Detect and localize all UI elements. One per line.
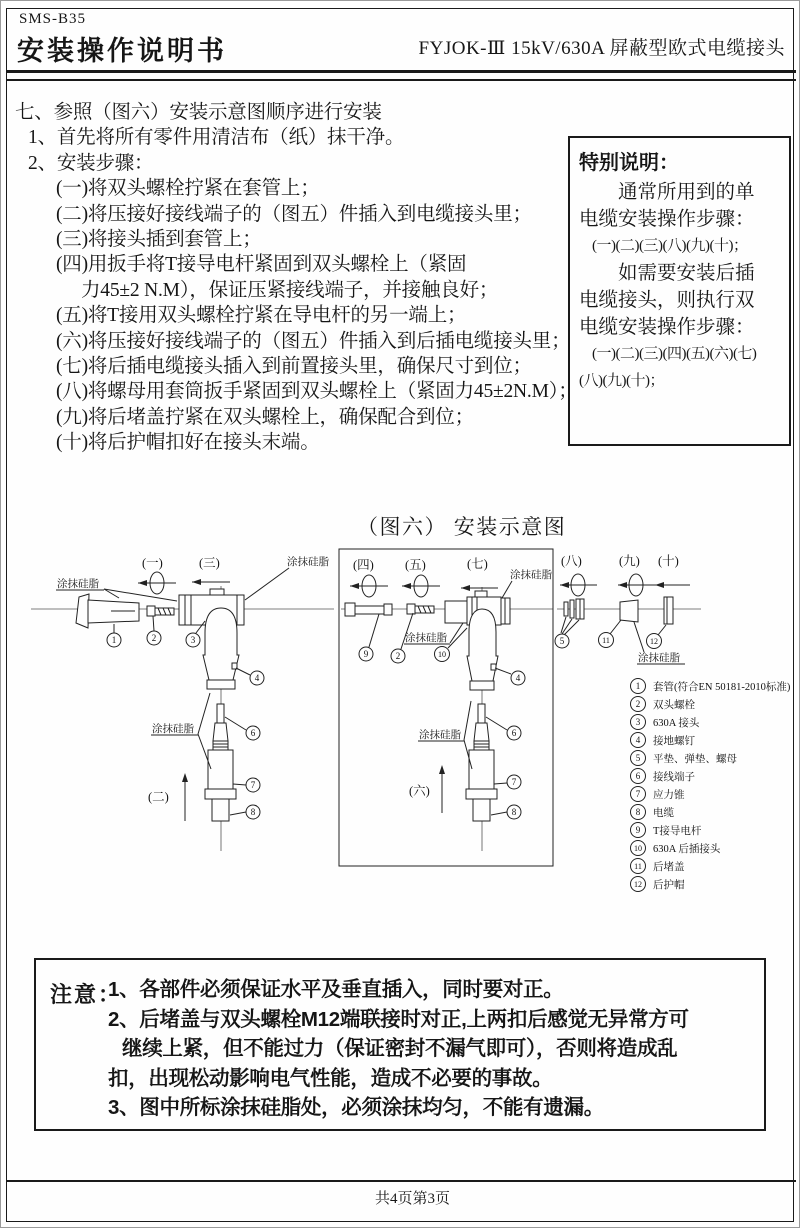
parts-legend	[631, 679, 791, 892]
svg-text:7: 7	[511, 777, 517, 787]
svg-text:(八): (八)	[561, 554, 582, 568]
svg-text:1: 1	[111, 635, 117, 645]
t-conductor-rod-part	[345, 603, 392, 616]
silicone-label	[418, 701, 472, 769]
svg-text:10: 10	[438, 650, 446, 659]
installation-diagram	[1, 541, 800, 961]
caution-box	[34, 958, 766, 1131]
legend-label: 接地螺钉	[653, 736, 695, 747]
callout-cable	[230, 805, 260, 819]
callout-ground-screw	[495, 668, 525, 685]
callout-rear-cap	[647, 625, 667, 649]
svg-text:(四): (四)	[353, 558, 374, 572]
washer-nut-part	[564, 599, 584, 619]
step-mark-10	[655, 553, 690, 588]
svg-text:涂抹硅脂: 涂抹硅脂	[57, 579, 99, 590]
callout-t-rod	[359, 614, 379, 661]
svg-text:(十): (十)	[658, 554, 679, 568]
svg-text:5: 5	[635, 753, 641, 763]
installation-instructions	[15, 100, 578, 456]
step-mark-1	[138, 556, 176, 594]
special-note-sequence: (八)(九)(十)；	[579, 373, 664, 389]
special-note-box	[568, 136, 791, 446]
svg-text:11: 11	[634, 862, 642, 871]
caution-line: 扣，出现松动影响电气性能，造成不必要的事故。	[108, 1066, 553, 1090]
svg-text:涂抹硅脂: 涂抹硅脂	[405, 633, 447, 644]
special-note-title: 特别说明：	[579, 152, 679, 174]
step-mark-3	[192, 556, 230, 585]
svg-text:10: 10	[634, 844, 642, 853]
legend-label: 套管(符合EN 50181-2010标准)	[653, 682, 791, 693]
stud-bolt-part	[407, 604, 434, 614]
legend-label: 双头螺栓	[653, 700, 695, 711]
install-step: (一)将双头螺栓拧紧在套管上；	[56, 178, 320, 200]
svg-text:涂抹硅脂: 涂抹硅脂	[419, 730, 461, 741]
install-step-continuation: 力45±2 N.M），保证压紧接线端子，并接触良好；	[81, 279, 499, 301]
legend-label: T接导电杆	[653, 826, 702, 837]
svg-text:(七): (七)	[467, 557, 488, 571]
svg-text:8: 8	[511, 807, 517, 817]
svg-text:12: 12	[634, 880, 642, 889]
caution-line: 继续上紧，但不能过力（保证密封不漏气即可），否则将造成乱	[122, 1037, 678, 1060]
svg-text:2: 2	[635, 699, 641, 709]
svg-text:涂抹硅脂: 涂抹硅脂	[638, 653, 680, 664]
step-mark-4	[350, 558, 388, 597]
svg-text:4: 4	[254, 673, 260, 683]
svg-text:12: 12	[650, 637, 658, 646]
product-name: FYJOK-Ⅲ 15kV/630A 屏蔽型欧式电缆接头	[418, 38, 785, 59]
svg-text:6: 6	[511, 728, 517, 738]
svg-text:9: 9	[363, 649, 369, 659]
legend-label: 630A 后插接头	[653, 844, 721, 855]
caution-line: 1、各部件必须保证水平及垂直插入，同时要对正。	[108, 978, 564, 1001]
install-step: (七)将后插电缆接头插入到前置接头里，确保尺寸到位；	[56, 356, 532, 378]
install-step: (二)将压接好接线端子的（图五）件插入到电缆接头里；	[56, 203, 532, 225]
svg-text:涂抹硅脂: 涂抹硅脂	[152, 724, 194, 735]
step-mark-6	[409, 765, 445, 813]
svg-text:2: 2	[151, 633, 157, 643]
caution-line: 3、图中所标涂抹硅脂处，必须涂抹均匀，不能有遗漏。	[108, 1096, 604, 1119]
bushing-part	[76, 594, 139, 628]
caution-body	[108, 975, 758, 1123]
legend-label: 后堵盖	[653, 862, 685, 873]
install-step: (五)将T接用双头螺栓拧紧在导电杆的另一端上；	[56, 305, 467, 327]
legend-label: 应力锥	[653, 790, 685, 801]
callout-stress-cone	[233, 778, 260, 792]
svg-text:涂抹硅脂: 涂抹硅脂	[287, 557, 329, 568]
svg-text:6: 6	[635, 771, 641, 781]
header-separator-thin	[6, 79, 796, 81]
legend-label: 电缆	[653, 808, 674, 819]
special-note-sequence: (一)(二)(三)(八)(九)(十)；	[592, 238, 748, 254]
install-step: (四)用扳手将T接导电杆紧固到双头螺栓上（紧固	[56, 254, 467, 276]
install-step: (九)将后堵盖拧紧在双头螺栓上，确保配合到位；	[56, 406, 474, 428]
callout-stress-cone	[494, 775, 521, 789]
page-number: 共4页第3页	[375, 1191, 451, 1207]
svg-text:(五): (五)	[405, 558, 426, 572]
special-note-line: 通常所用到的单	[618, 182, 755, 203]
page-title: 安装操作说明书	[17, 36, 227, 66]
header-separator-thick	[6, 70, 796, 73]
callout-terminal	[486, 717, 521, 740]
legend-label: 630A 接头	[653, 718, 700, 729]
step-mark-8	[560, 554, 597, 596]
svg-text:11: 11	[602, 636, 610, 645]
svg-text:3: 3	[635, 717, 641, 727]
caution-line: 2、后堵盖与双头螺栓M12端联接时对正,上两扣后感觉无异常方可	[108, 1007, 689, 1031]
doc-code: SMS-B35	[19, 11, 87, 27]
install-step: (八)将螺母用套筒扳手紧固到双头螺栓上（紧固力45±2N.M）；	[56, 381, 578, 403]
svg-text:8: 8	[250, 807, 256, 817]
step-mark-9	[618, 553, 655, 596]
install-step: (十)将后护帽扣好在接头末端。	[56, 432, 320, 454]
svg-text:(三): (三)	[199, 556, 220, 570]
special-note-sequence: (一)(二)(三)(四)(五)(六)(七)	[592, 346, 757, 362]
svg-text:(一): (一)	[142, 556, 163, 570]
svg-text:7: 7	[635, 789, 641, 799]
instruction-item: 2、安装步骤：	[28, 152, 154, 174]
callout-washer-nut	[555, 617, 579, 648]
section-heading: 七、参照（图六）安装示意图顺序进行安装	[15, 102, 382, 123]
step-mark-2	[148, 773, 188, 821]
callout-terminal	[225, 717, 260, 740]
footer-separator	[6, 1180, 796, 1182]
silicone-label	[56, 577, 177, 601]
svg-text:6: 6	[250, 728, 256, 738]
step-mark-5	[402, 558, 440, 597]
install-step: (六)将压接好接线端子的（图五）件插入到后插电缆接头里；	[56, 330, 571, 352]
svg-text:1: 1	[635, 681, 641, 691]
callout-ground-screw	[236, 668, 264, 685]
callout-stud-bolt	[147, 616, 161, 645]
callout-rear-plug-cover	[599, 620, 622, 648]
svg-text:涂抹硅脂: 涂抹硅脂	[510, 570, 552, 581]
svg-text:7: 7	[250, 780, 256, 790]
svg-text:(二): (二)	[148, 790, 169, 804]
svg-text:5: 5	[559, 636, 565, 646]
caution-label: 注意：	[50, 982, 123, 1007]
special-note-line: 如需要安装后插	[618, 263, 755, 284]
special-note-line: 电缆安装操作步骤：	[579, 317, 755, 338]
svg-text:4: 4	[515, 673, 521, 683]
stud-bolt-part	[147, 606, 174, 616]
svg-text:2: 2	[395, 651, 401, 661]
svg-text:4: 4	[635, 735, 641, 745]
legend-label: 平垫、弹垫、螺母	[653, 754, 737, 765]
svg-text:(九): (九)	[619, 554, 640, 568]
rear-cap-part	[664, 597, 673, 624]
figure-title: （图六） 安装示意图	[357, 515, 567, 539]
svg-text:3: 3	[190, 635, 196, 645]
cable-terminal-assembly-front	[205, 704, 236, 821]
install-step: (三)将接头插到套管上；	[56, 229, 262, 251]
step-mark-7	[461, 556, 498, 591]
legend-label: 后护帽	[653, 880, 685, 891]
silicone-label	[151, 693, 211, 769]
special-note-line: 电缆安装操作步骤：	[579, 209, 755, 230]
svg-text:9: 9	[635, 825, 641, 835]
legend-label: 接线端子	[653, 772, 695, 783]
callout-bushing	[107, 624, 121, 647]
special-note-line: 电缆接头，则执行双	[579, 290, 755, 311]
silicone-label	[502, 568, 552, 598]
svg-text:8: 8	[635, 807, 641, 817]
callout-cable	[491, 805, 521, 819]
svg-text:(六): (六)	[409, 784, 430, 798]
rear-plug-cover-part	[620, 600, 638, 622]
instruction-item: 1、首先将所有零件用清洁布（纸）抹干净。	[28, 127, 405, 149]
silicone-label	[245, 555, 329, 600]
